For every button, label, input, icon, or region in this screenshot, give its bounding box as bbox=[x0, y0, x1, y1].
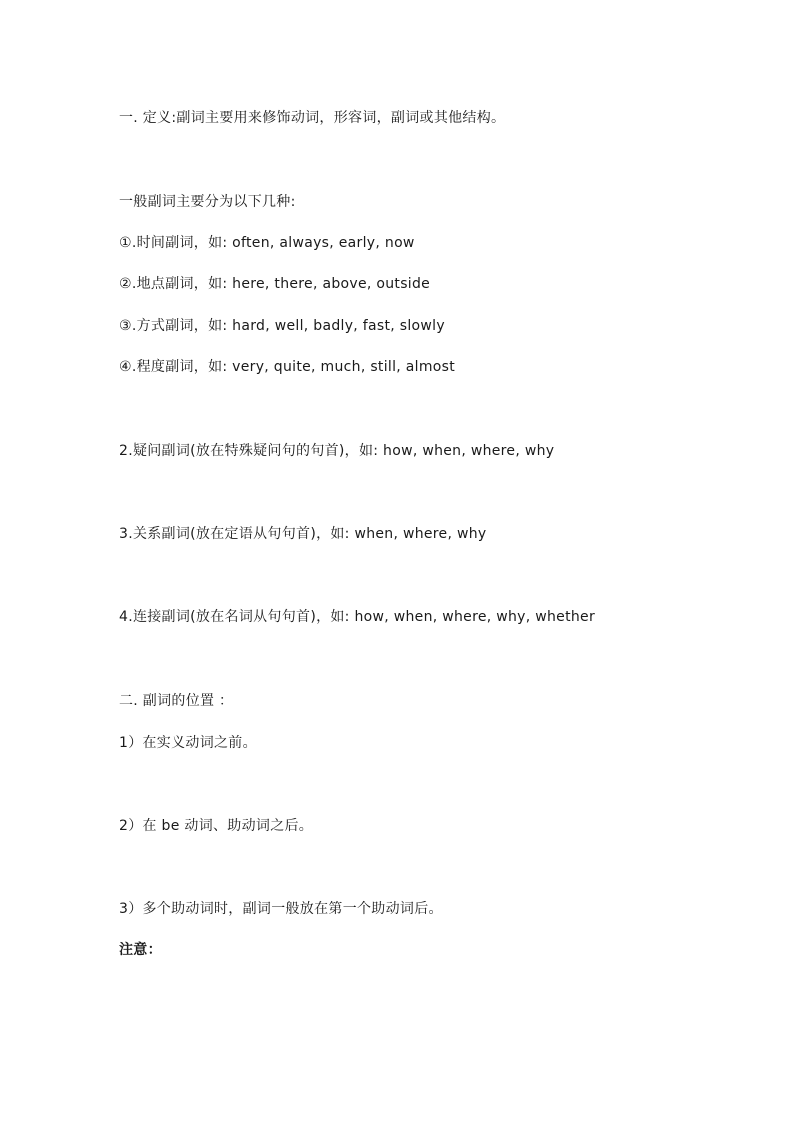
type-item-degree: ④.程度副词，如: very, quite, much, still, almost bbox=[119, 359, 456, 375]
types-intro: 一般副词主要分为以下几种: bbox=[119, 194, 296, 210]
relative-adverbs: 3.关系副词(放在定语从句句首)，如: when, where, why bbox=[119, 526, 487, 542]
type-item-place: ②.地点副词，如: here, there, above, outside bbox=[119, 276, 431, 292]
type-item-time: ①.时间副词，如: often, always, early, now bbox=[119, 235, 415, 251]
position-item-2: 2）在 be 动词、助动词之后。 bbox=[119, 818, 314, 834]
position-item-3: 3）多个助动词时，副词一般放在第一个助动词后。 bbox=[119, 901, 443, 917]
section2-heading: 二. 副词的位置 ： bbox=[119, 693, 234, 709]
section1-heading: 一. 定义:副词主要用来修饰动词，形容词，副词或其他结构。 bbox=[119, 110, 506, 126]
position-item-1: 1）在实义动词之前。 bbox=[119, 735, 257, 751]
conjunctive-adverbs: 4.连接副词(放在名词从句句首)，如: how, when, where, why, whether bbox=[119, 609, 596, 625]
type-item-manner: ③.方式副词，如: hard, well, badly, fast, slowly bbox=[119, 318, 445, 334]
interrogative-adverbs: 2.疑问副词(放在特殊疑问句的句首)，如: how, when, where, why bbox=[119, 443, 555, 459]
note-label: 注意： bbox=[119, 942, 162, 958]
